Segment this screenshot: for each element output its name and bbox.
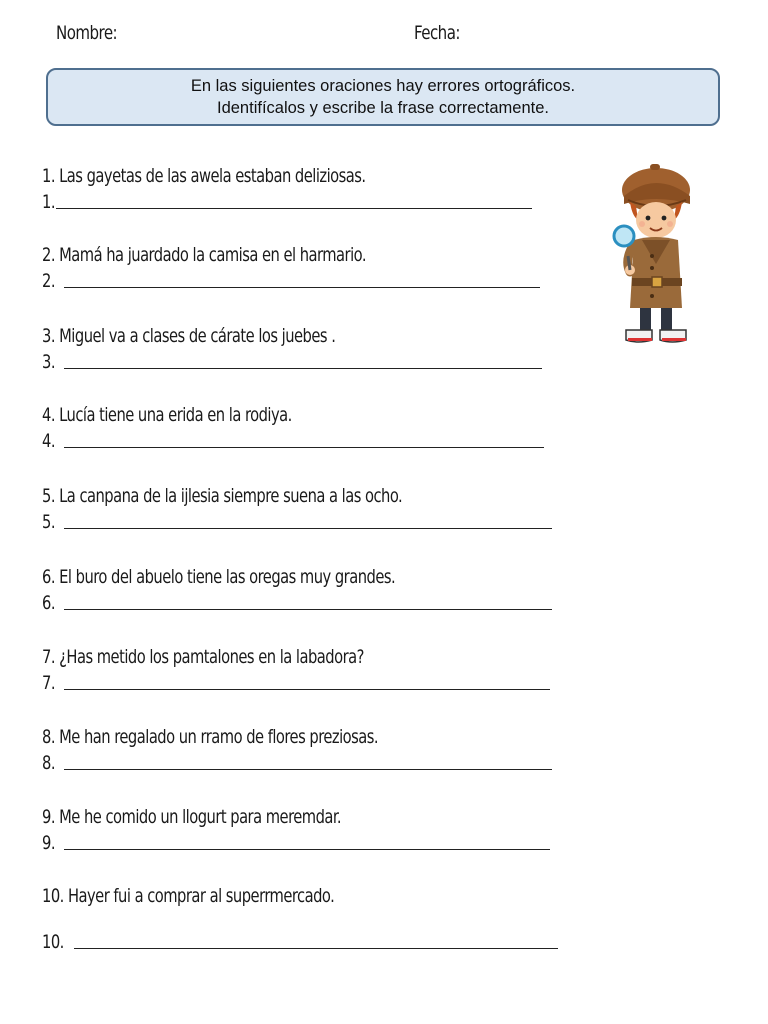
answer-number: 2.	[42, 270, 55, 292]
answer-line[interactable]	[64, 609, 552, 610]
answer-number: 6.	[42, 592, 55, 614]
exercise-sentence: 9. Me he comido un llogurt para meremdar.	[42, 806, 342, 828]
exercise-item-9	[42, 805, 550, 853]
answer-number: 9.	[42, 832, 55, 854]
answer-row	[42, 671, 550, 693]
answer-line[interactable]	[64, 447, 544, 448]
nombre-label: Nombre:	[56, 22, 118, 44]
answer-line[interactable]	[64, 368, 542, 369]
exercise-sentence: 2. Mamá ha juardado la camisa en el harmario.	[42, 244, 366, 266]
exercise-sentence: 3. Miguel va a clases de cárate los juebes .	[42, 325, 336, 347]
answer-number: 7.	[42, 672, 55, 694]
answer-row	[42, 831, 550, 853]
answer-number: 5.	[42, 511, 55, 533]
exercise-item-6	[42, 565, 552, 613]
answer-line[interactable]	[56, 208, 532, 209]
exercise-item-5	[42, 484, 552, 532]
exercise-item-3	[42, 324, 542, 372]
answer-row	[42, 429, 544, 451]
answer-line[interactable]	[64, 849, 550, 850]
exercise-sentence: 7. ¿Has metido los pamtalones en la labadora?	[42, 646, 364, 668]
answer-row	[42, 269, 540, 291]
fecha-label: Fecha:	[414, 22, 460, 44]
answer-number: 10.	[42, 931, 64, 953]
exercise-item-10	[42, 884, 558, 952]
answer-row	[42, 510, 552, 532]
answer-row	[42, 190, 532, 212]
answer-line[interactable]	[64, 769, 552, 770]
exercise-sentence: 10. Hayer fui a comprar al superrmercado.	[42, 885, 335, 907]
exercise-item-7	[42, 645, 550, 693]
exercise-item-4	[42, 403, 544, 451]
answer-number: 8.	[42, 752, 55, 774]
answer-number: 1.	[42, 191, 55, 213]
exercise-sentence: 8. Me han regalado un rramo de flores preziosas.	[42, 726, 379, 748]
answer-row	[42, 930, 558, 952]
instructions-line-1: En las siguientes oraciones hay errores ortográficos.	[190, 77, 576, 95]
answer-row	[42, 591, 552, 613]
answer-row	[42, 350, 542, 372]
answer-line[interactable]	[64, 528, 552, 529]
instructions-line-2: Identifícalos y escribe la frase correctamente.	[217, 99, 549, 117]
exercise-sentence: 1. Las gayetas de las awela estaban deliziosas.	[42, 165, 366, 187]
answer-line[interactable]	[74, 948, 558, 949]
exercise-sentence: 4. Lucía tiene una erida en la rodiya.	[42, 404, 292, 426]
exercise-sentence: 6. El buro del abuelo tiene las oregas muy grandes.	[42, 566, 396, 588]
exercise-item-2	[42, 243, 540, 291]
answer-number: 3.	[42, 351, 55, 373]
instructions-box	[46, 68, 720, 126]
detective-boy-icon	[612, 160, 696, 346]
answer-line[interactable]	[64, 689, 550, 690]
exercise-item-8	[42, 725, 552, 773]
exercise-item-1	[42, 164, 532, 212]
exercise-sentence: 5. La canpana de la ijlesia siempre suena a las ocho.	[42, 485, 403, 507]
answer-number: 4.	[42, 430, 55, 452]
answer-line[interactable]	[64, 287, 540, 288]
answer-row	[42, 751, 552, 773]
